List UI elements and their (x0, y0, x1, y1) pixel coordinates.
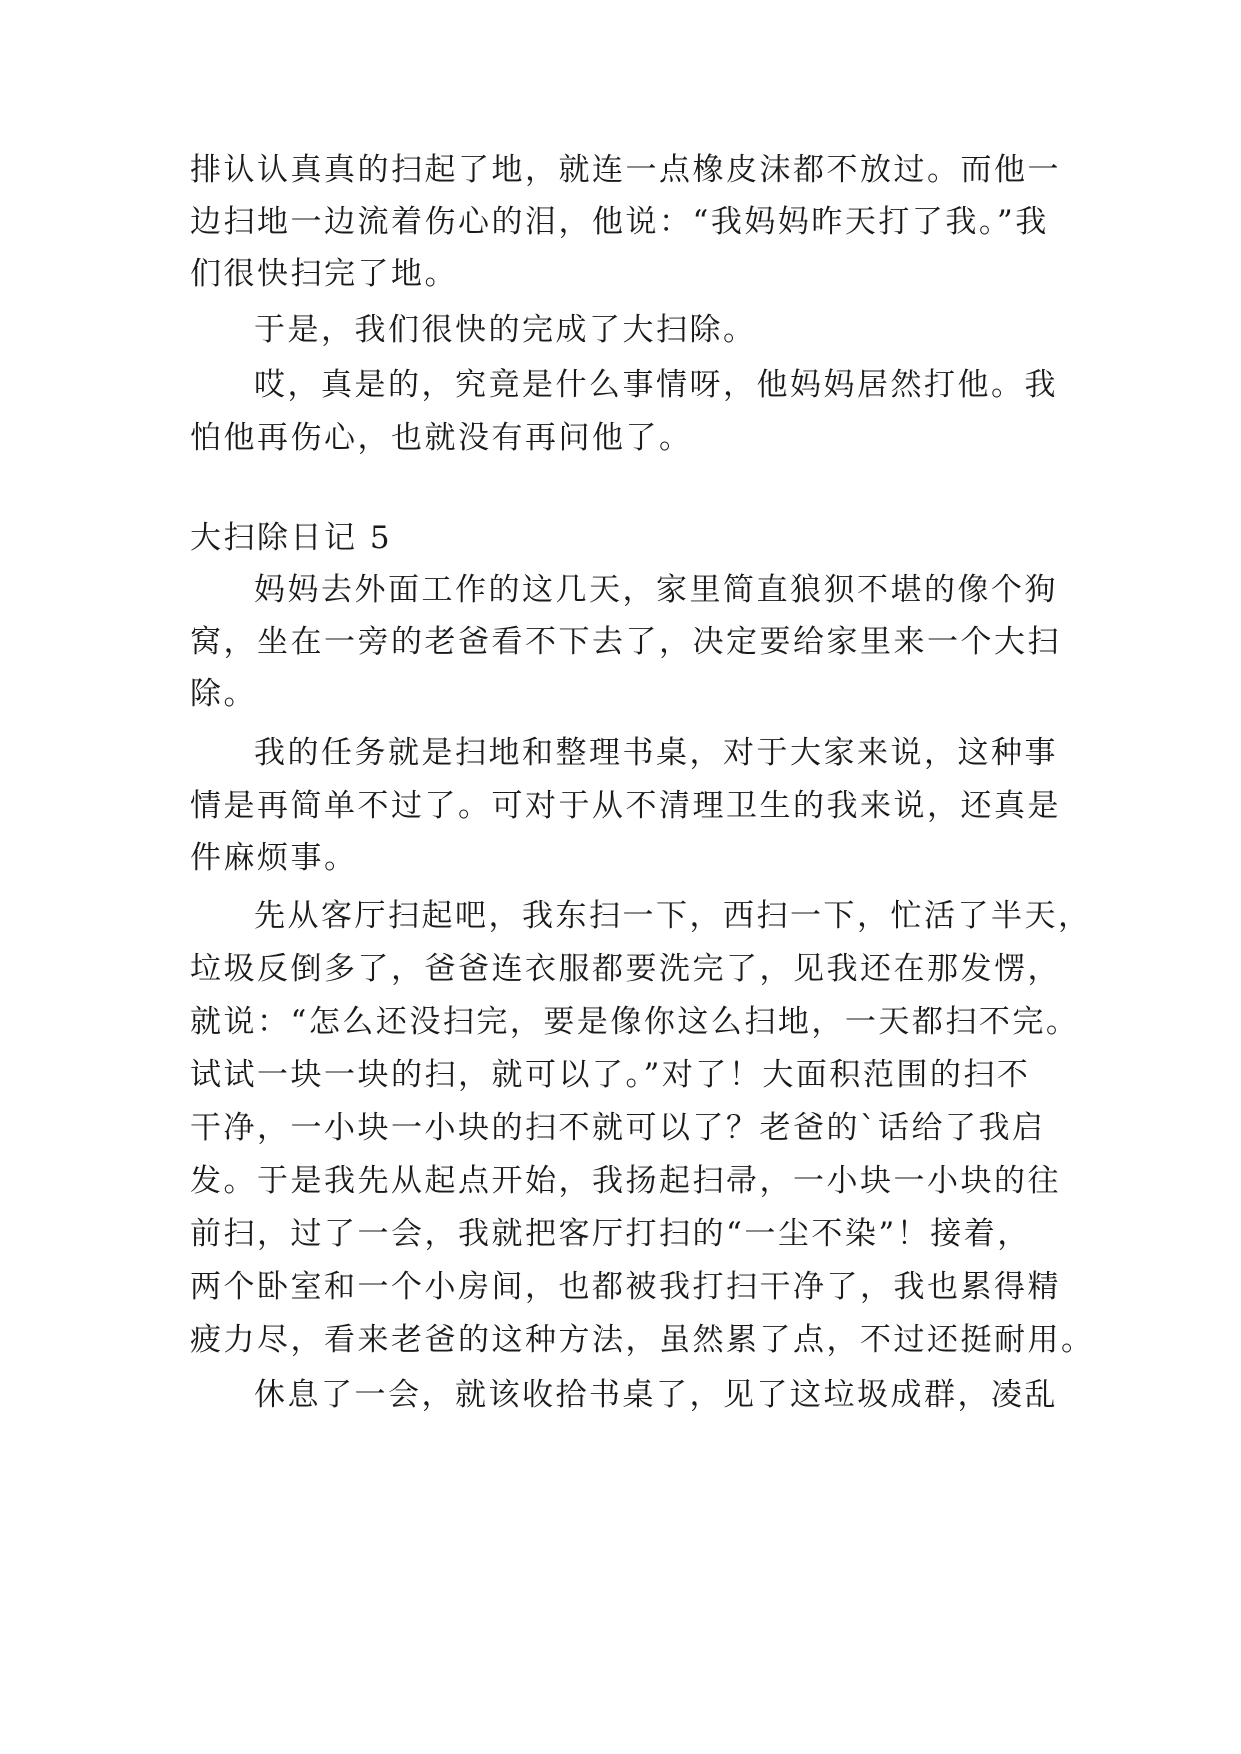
text-line: 垃圾反倒多了，爸爸连衣服都要洗完了，见我还在那发愣， (190, 951, 1061, 987)
text-line: 们很快扫完了地。 (190, 256, 458, 292)
paragraph-start-line: 妈妈去外面工作的这几天，家里简直狼狈不堪的像个狗 (254, 572, 1058, 608)
paragraph-start-line: 我的任务就是扫地和整理书桌，对于大家来说，这种事 (254, 735, 1058, 771)
paragraph-start-line: 休息了一会，就该收拾书桌了，见了这垃圾成群，凌乱 (254, 1377, 1058, 1413)
paragraph-start-line: 哎，真是的，究竟是什么事情呀，他妈妈居然打他。我 (254, 367, 1058, 403)
text-line: 件麻烦事。 (190, 840, 358, 876)
paragraph-start-line: 于是，我们很快的完成了大扫除。 (254, 312, 757, 348)
text-line: 就说：“怎么还没扫完，要是像你这么扫地，一天都扫不完。 (190, 1004, 1080, 1040)
text-line: 怕他再伤心，也就没有再问他了。 (190, 420, 693, 456)
text-line: 排认认真真的扫起了地，就连一点橡皮沫都不放过。而他一 (190, 152, 1061, 188)
text-line: 发。于是我先从起点开始，我扬起扫帚，一小块一小块的往 (190, 1163, 1061, 1199)
text-line: 情是再简单不过了。可对于从不清理卫生的我来说，还真是 (190, 788, 1061, 824)
text-line: 两个卧室和一个小房间，也都被我打扫干净了，我也累得精 (190, 1269, 1061, 1305)
text-line: 干净，一小块一小块的扫不就可以了？老爸的`话给了我启 (190, 1110, 1046, 1146)
text-line: 前扫，过了一会，我就把客厅打扫的“一尘不染”！接着， (190, 1216, 1031, 1252)
text-line: 窝，坐在一旁的老爸看不下去了，决定要给家里来一个大扫 (190, 624, 1061, 660)
text-line: 边扫地一边流着伤心的泪，他说：“我妈妈昨天打了我。”我 (190, 204, 1049, 240)
text-line: 试试一块一块的扫，就可以了。”对了！大面积范围的扫不 (190, 1057, 1031, 1093)
text-line: 疲力尽，看来老爸的这种方法，虽然累了点，不过还挺耐用。 (190, 1322, 1095, 1358)
section-heading: 大扫除日记 5 (190, 520, 393, 556)
text-line: 除。 (190, 676, 257, 712)
paragraph-start-line: 先从客厅扫起吧，我东扫一下，西扫一下，忙活了半天， (254, 898, 1092, 934)
